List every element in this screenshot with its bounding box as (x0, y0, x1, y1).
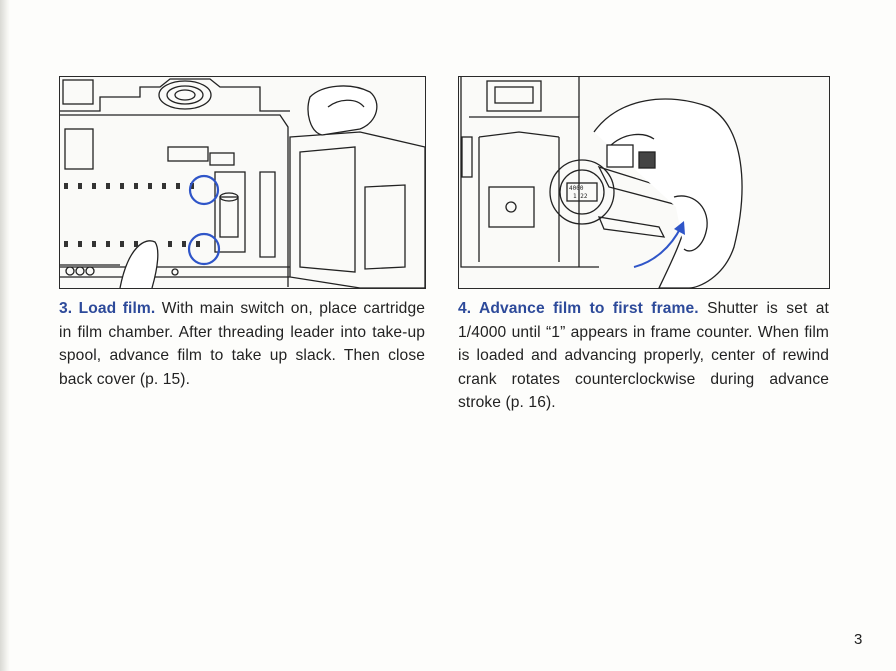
page-gutter-shadow (0, 0, 10, 671)
svg-text:1 22: 1 22 (573, 193, 588, 200)
illustration-load-film (59, 76, 426, 289)
illustration-advance-film (458, 76, 830, 289)
caption-body: Shutter is set at 1/4000 until “1” appears in frame counter. When film is loaded and advancing properly, center of rewind crank rotates counterclockwise during advance stroke (p. 16). (458, 300, 829, 412)
caption-heading: 4. Advance film to first frame. (458, 300, 699, 317)
caption-advance-film (458, 297, 829, 415)
caption-heading: 3. Load film. (59, 300, 156, 317)
svg-text:4000: 4000 (569, 185, 584, 192)
page-number: 3 (854, 631, 863, 648)
caption-load-film (59, 297, 425, 391)
caption-body: With main switch on, place cartridge in film chamber. After threading leader into take-up spool, advance film to take up slack. Then close back cover (p. 15). (59, 300, 425, 388)
